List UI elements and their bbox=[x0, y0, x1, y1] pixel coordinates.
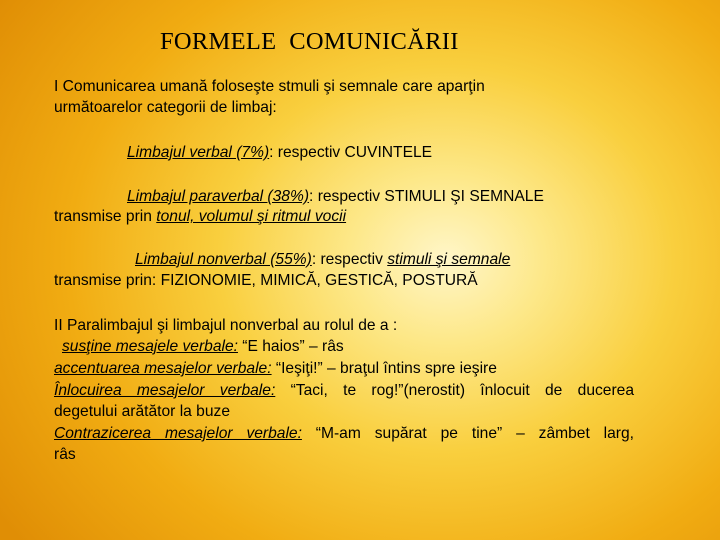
role-replace-line-2: degetului arătător la buze bbox=[54, 403, 230, 420]
intro-line-1: I Comunicarea umană foloseşte stmuli şi semnale care aparţin bbox=[54, 78, 485, 95]
role-accent-rest: “Ieşiţi!” – braţul întins spre ieşire bbox=[271, 360, 497, 377]
nonverbal-item bbox=[135, 249, 510, 270]
nonverbal-term: Limbajul nonverbal (55%) bbox=[135, 251, 312, 268]
page-title: FORMELE COMUNICĂRII bbox=[160, 28, 459, 55]
role-replace-rest: “Taci, te rog!”(nerostit) înlocuit de ducerea bbox=[275, 382, 634, 399]
role-contradict-line-2: râs bbox=[54, 446, 76, 463]
paraverbal-item bbox=[127, 186, 544, 207]
verbal-item bbox=[127, 142, 432, 163]
role-item-accent bbox=[54, 358, 497, 379]
role-support-term: susţine mesajele verbale: bbox=[62, 338, 238, 355]
paraverbal-line-2 bbox=[54, 206, 346, 227]
role-item-replace bbox=[54, 380, 634, 401]
intro-line-2: următoarelor categorii de limbaj: bbox=[54, 99, 277, 116]
paraverbal-term: Limbajul paraverbal (38%) bbox=[127, 188, 310, 205]
verbal-desc: : respectiv CUVINTELE bbox=[269, 144, 433, 161]
paraverbal-line2-prefix: transmise prin bbox=[54, 208, 157, 225]
roles-heading: II Paralimbajul şi limbajul nonverbal au rolul de a : bbox=[54, 317, 398, 334]
nonverbal-desc-italic: stimuli şi semnale bbox=[387, 251, 511, 268]
role-contradict-rest: “M-am supărat pe tine” – zâmbet larg, bbox=[301, 425, 634, 442]
role-support-rest: “E haios” – râs bbox=[237, 338, 344, 355]
role-item-contradict bbox=[54, 423, 634, 444]
role-contradict-term: Contrazicerea mesajelor verbale: bbox=[54, 425, 302, 442]
role-accent-term: accentuarea mesajelor verbale: bbox=[54, 360, 272, 377]
nonverbal-line-2: transmise prin: FIZIONOMIE, MIMICĂ, GESTICĂ, POSTURĂ bbox=[54, 272, 478, 289]
verbal-term: Limbajul verbal (7%) bbox=[127, 144, 270, 161]
paraverbal-line2-italic: tonul, volumul şi ritmul vocii bbox=[156, 208, 347, 225]
role-item-support bbox=[62, 336, 344, 357]
paraverbal-desc: : respectiv STIMULI ŞI SEMNALE bbox=[309, 188, 544, 205]
nonverbal-desc: : respectiv bbox=[311, 251, 388, 268]
role-replace-term: Înlocuirea mesajelor verbale: bbox=[54, 382, 276, 399]
